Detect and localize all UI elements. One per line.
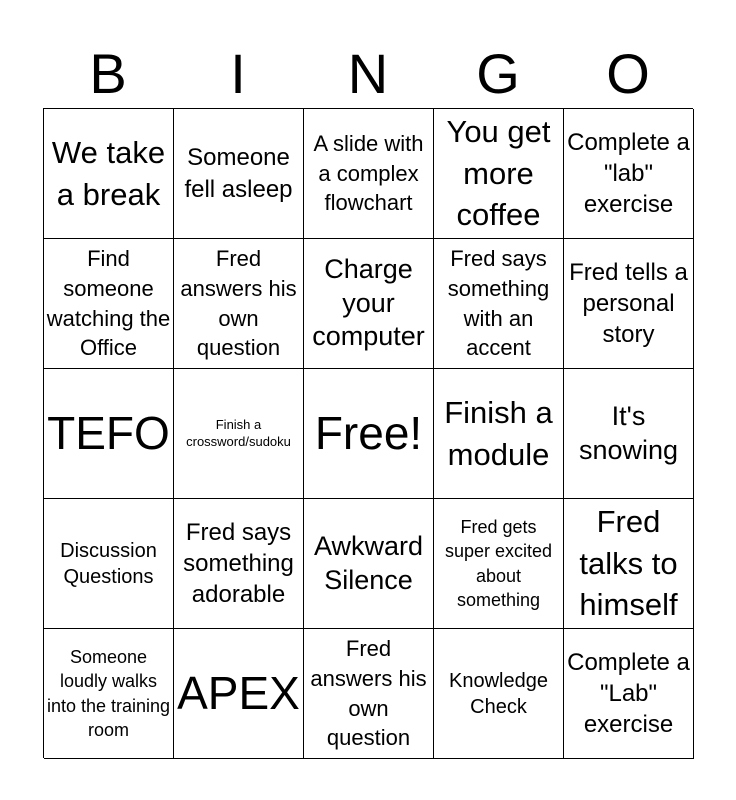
bingo-cell[interactable]: Someone loudly walks into the training room [44, 629, 174, 759]
header-letter-b: B [89, 42, 127, 105]
bingo-grid [43, 108, 693, 758]
header-letter-i: I [230, 42, 246, 105]
bingo-cell[interactable]: Awkward Silence [304, 499, 434, 629]
bingo-cell[interactable]: Complete a "lab" exercise [564, 109, 694, 239]
bingo-cell[interactable]: Complete a "Lab" exercise [564, 629, 694, 759]
bingo-cell[interactable]: Knowledge Check [434, 629, 564, 759]
bingo-cell[interactable]: Fred tells a personal story [564, 239, 694, 369]
header-letter-n: N [347, 42, 389, 105]
bingo-cell[interactable]: A slide with a complex flowchart [304, 109, 434, 239]
bingo-cell[interactable]: Discussion Questions [44, 499, 174, 629]
bingo-header [43, 40, 693, 108]
bingo-cell[interactable]: It's snowing [564, 369, 694, 499]
bingo-cell[interactable]: Fred answers his own question [304, 629, 434, 759]
free-space[interactable]: Free! [304, 369, 434, 499]
header-letter-g: G [476, 42, 520, 105]
bingo-cell[interactable]: Fred answers his own question [174, 239, 304, 369]
bingo-cell[interactable]: Someone fell asleep [174, 109, 304, 239]
bingo-cell[interactable]: You get more coffee [434, 109, 564, 239]
bingo-cell[interactable]: Fred says something with an accent [434, 239, 564, 369]
bingo-cell[interactable]: We take a break [44, 109, 174, 239]
bingo-cell[interactable]: TEFO [44, 369, 174, 499]
header-letter-o: O [606, 42, 650, 105]
bingo-cell[interactable]: Finish a module [434, 369, 564, 499]
bingo-cell[interactable]: Charge your computer [304, 239, 434, 369]
bingo-cell[interactable]: Fred gets super excited about something [434, 499, 564, 629]
bingo-cell[interactable]: Find someone watching the Office [44, 239, 174, 369]
bingo-cell[interactable]: Finish a crossword/sudoku [174, 369, 304, 499]
bingo-cell[interactable]: APEX [174, 629, 304, 759]
bingo-cell[interactable]: Fred says something adorable [174, 499, 304, 629]
bingo-cell[interactable]: Fred talks to himself [564, 499, 694, 629]
